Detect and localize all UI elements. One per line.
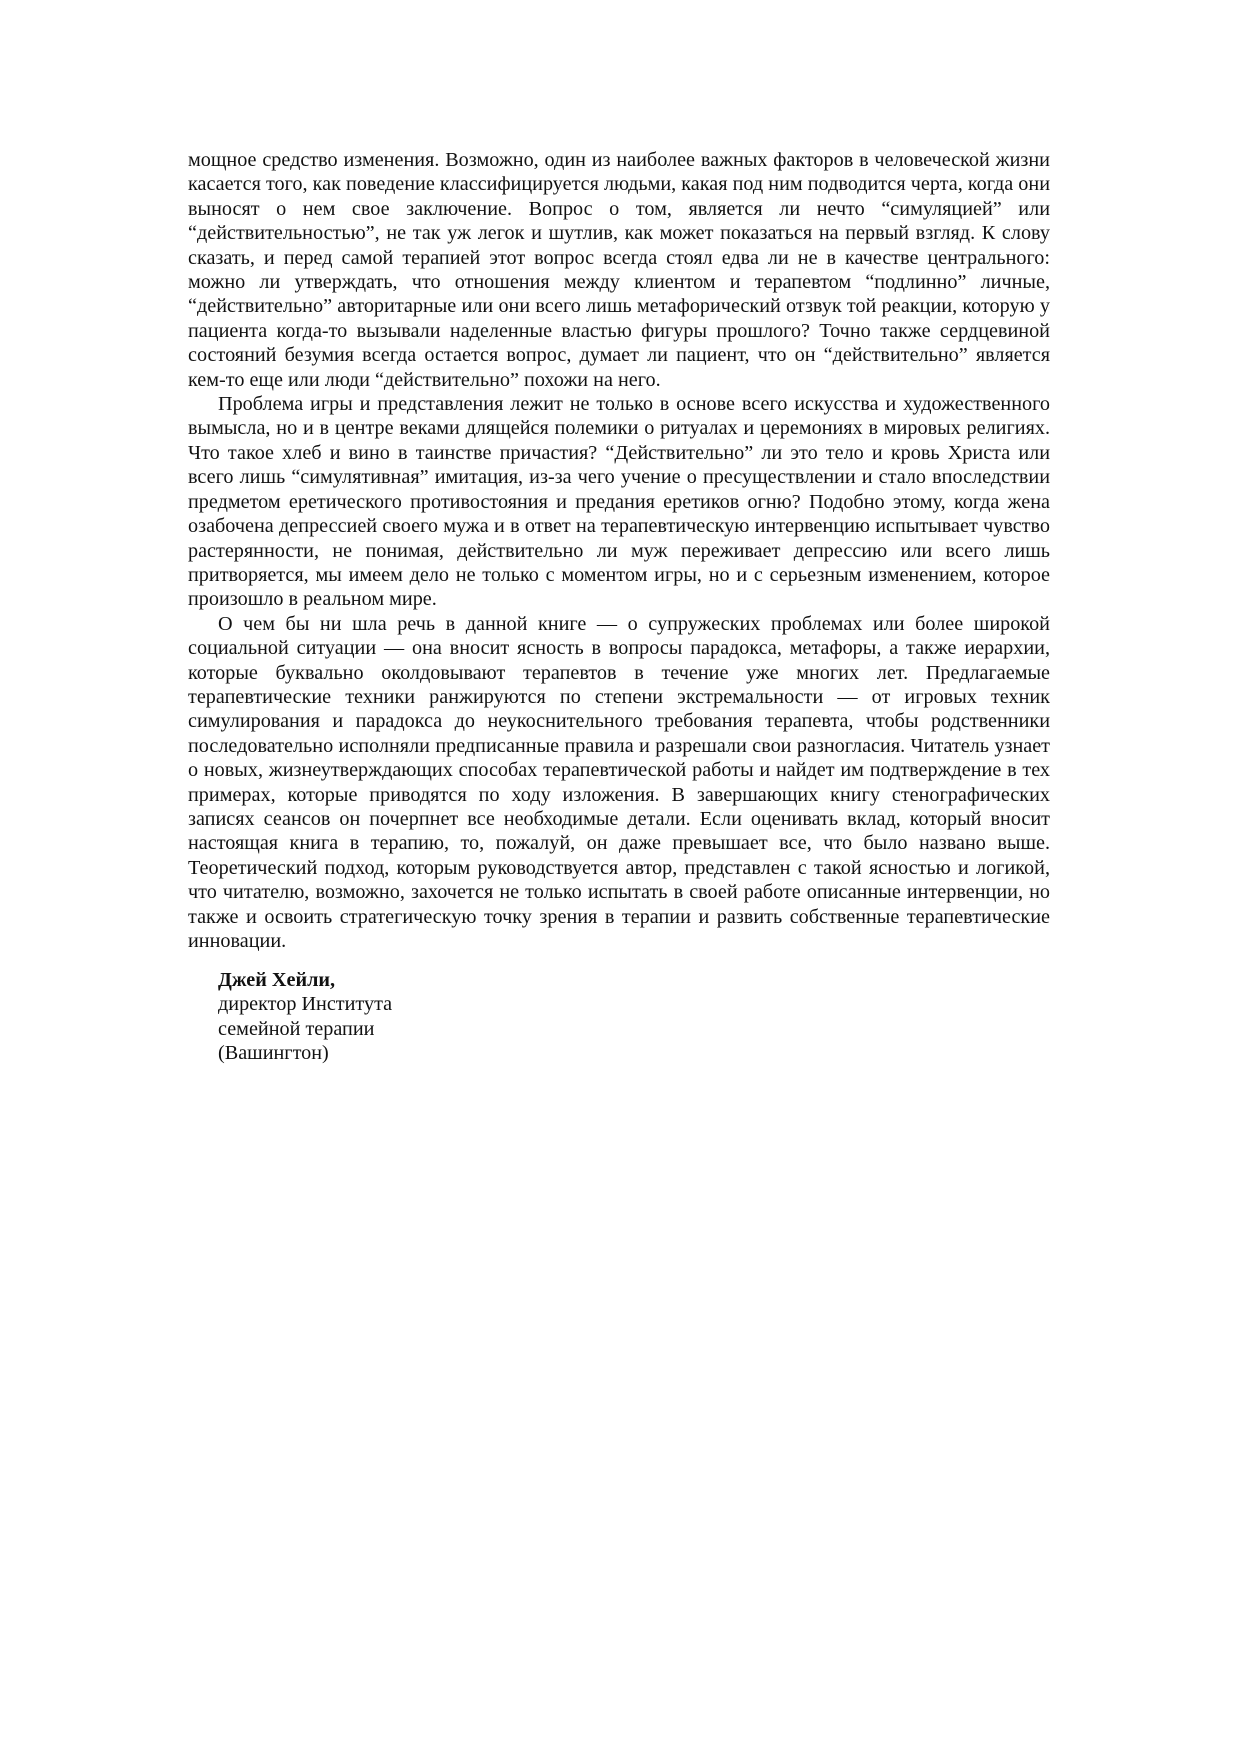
body-text <box>188 148 1050 953</box>
author-name: Джей Хейли, <box>218 969 336 991</box>
author-signature-block <box>218 968 392 1066</box>
author-location: (Вашингтон) <box>218 1042 329 1065</box>
paragraph-continued: мощное средство изменения. Возможно, один из наиболее важных факторов в человеческой жизни касается того, как поведение классифицируется людьми, какая под ним подводится черта, когда они выносят о нем свое заключение. Вопрос о том, является ли нечто “симуляцией” или “действительностью”, не так уж легок и шутлив, как может показаться на первый взгляд. К слову сказать, и перед самой терапией этот вопрос всегда стоял едва ли не в качестве центрального: можно ли утверждать, что отношения между клиентом и терапевтом “подлинно” личные, “действительно” авторитарные или они всего лишь метафорический отзвук той реакции, которую у пациента когда-то вызывали наделенные властью фигуры прошлого? Точно также сердцевиной состояний безумия всегда остается вопрос, думает ли пациент, что он “действительно” является кем-то еще или люди “действительно” похожи на него. <box>188 149 1050 391</box>
author-title-line: семейной терапии <box>218 1017 375 1040</box>
author-title-line: директор Института <box>218 993 393 1016</box>
paragraph: О чем бы ни шла речь в данной книге — о супружеских проблемах или более широкой социальной ситуации — она вносит ясность в вопросы парадокса, метафоры, а также иерархии, которые буквально околдовывают терапевтов в течение уже многих лет. Предлагаемые терапевтические техники ранжируются по степени экстремальности — от игровых техник симулирования и парадокса до неукоснительного требования терапевта, чтобы родственники последовательно исполняли предписанные правила и разрешали свои разногласия. Читатель узнает о новых, жизнеутверждающих способах терапевтической работы и найдет им подтверждение в тех примерах, которые приводятся по ходу изложения. В завершающих книгу стенографических записях сеансов он почерпнет все необходимые детали. Если оценивать вклад, который вносит настоящая книга в терапию, то, пожалуй, он даже превышает все, что было названо выше. Теоретический подход, которым руководствуется автор, представлен с такой ясностью и логикой, что читателю, возможно, захочется не только испытать в своей работе описанные интервенции, но также и освоить стратегическую точку зрения в терапии и развить собственные терапевтические инновации. <box>188 612 1050 952</box>
paragraph: Проблема игры и представления лежит не только в основе всего искусства и художественного вымысла, но и в центре веками длящейся полемики о ритуалах и церемониях в мировых религиях. Что такое хлеб и вино в таинстве причастия? “Действительно” ли это тело и кровь Христа или всего лишь “симулятивная” имитация, из-за чего учение о пресуществлении и стало впоследствии предметом еретического противостояния и предания еретиков огню? Подобно этому, когда жена озабочена депрессией своего мужа и в ответ на терапевтическую интервенцию испытывает чувство растерянности, не понимая, действительно ли муж переживает депрессию или всего лишь притворяется, мы имеем дело не только с моментом игры, но и с серьезным изменением, которое произошло в реальном мире. <box>188 393 1050 611</box>
